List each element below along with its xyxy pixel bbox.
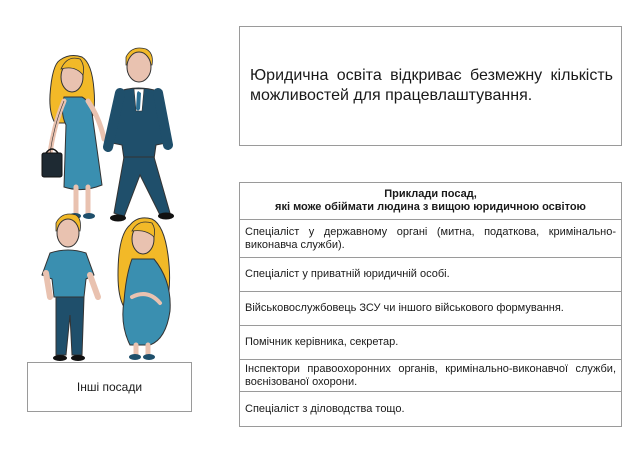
intro-text: Юридична освіта відкриває безмежну кількість можливостей для працевлаштування.: [250, 67, 613, 104]
row-text: Помічник керівника, секретар.: [245, 336, 399, 348]
row-text: Військовослужбовець ЗСУ чи іншого військового формування.: [245, 302, 564, 314]
people-illustration: [20, 35, 230, 375]
woman-with-bag-figure: [42, 56, 104, 219]
table-header-line2: які може обіймати людина з вищою юридичною освітою: [275, 201, 586, 213]
positions-table: [239, 182, 622, 427]
table-row: [240, 292, 621, 326]
man-casual-figure: [42, 214, 98, 361]
other-positions-box: [27, 362, 192, 412]
table-row: [240, 360, 621, 392]
man-in-suit-figure: [108, 48, 174, 222]
intro-box: [239, 26, 622, 146]
table-header: [240, 183, 621, 220]
table-row: [240, 258, 621, 292]
table-row: [240, 220, 621, 258]
other-positions-label: Інші посади: [76, 380, 143, 394]
row-text: Спеціаліст у приватній юридичній особі.: [245, 268, 450, 280]
row-text: Спеціаліст з діловодства тощо.: [245, 402, 405, 415]
row-text: Інспектори правоохоронних органів, кримінально-виконавчої служби, воєнізованої охорони.: [245, 362, 616, 388]
row-text: Спеціаліст у державному органі (митна, податкова, кримінально-виконавча служби).: [245, 225, 616, 251]
pregnant-woman-figure: [118, 218, 170, 360]
table-row: [240, 326, 621, 360]
table-row: [240, 392, 621, 426]
table-header-line1: Приклади посад,: [384, 188, 477, 200]
